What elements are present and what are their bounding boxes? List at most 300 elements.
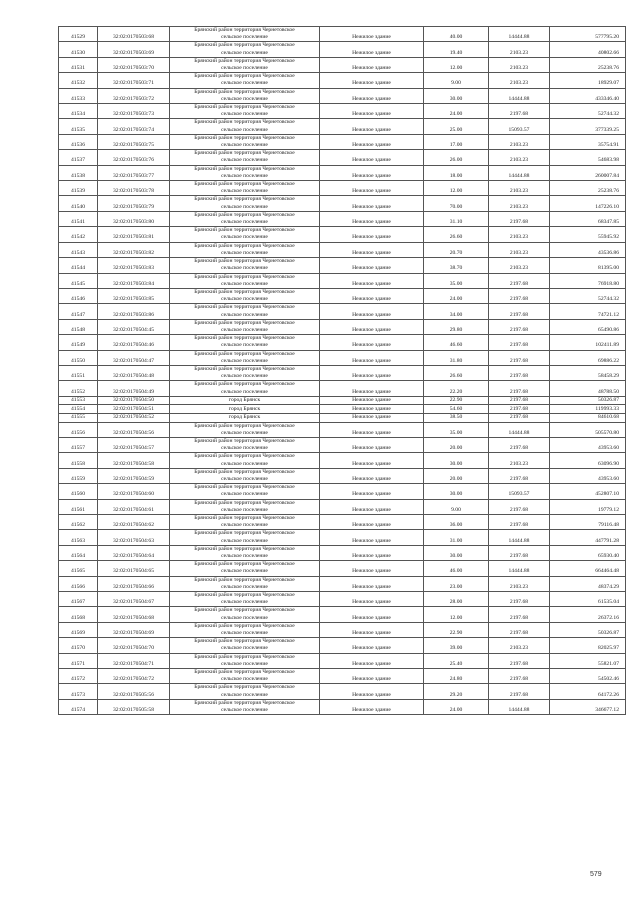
cadastral-value-cell: 76918.80 [550, 273, 626, 288]
address-line-2: сельское поселение [221, 373, 268, 380]
address-cell [170, 684, 320, 699]
address-cell [170, 57, 320, 72]
table-row [59, 396, 626, 405]
address-line-2: сельское поселение [221, 506, 268, 513]
area-cell: 46.00 [424, 561, 489, 576]
table-row [59, 88, 626, 103]
specific-value-cell: 2103.23 [489, 181, 550, 196]
address-line-1: Брянский район территория Чернетовское [194, 622, 295, 629]
cadastral-number-cell: 32:02:0170505:56 [98, 684, 170, 699]
address-line-1: Брянский район территория Чернетовское [194, 335, 295, 342]
specific-value-cell: 2103.23 [489, 196, 550, 211]
specific-value-cell: 2197.68 [489, 514, 550, 529]
cadastral-number-cell: 32:02:0170504:48 [98, 365, 170, 380]
address-line-1: Брянский район территория Чернетовское [194, 73, 295, 80]
area-cell: 12.00 [424, 57, 489, 72]
table-row [59, 73, 626, 88]
address-line-1: Брянский район территория Чернетовское [194, 499, 295, 506]
cadastral-value-cell: 54502.46 [550, 669, 626, 684]
address-cell [170, 437, 320, 452]
cadastral-value-cell: 84610.68 [550, 413, 626, 422]
cadastral-value-cell: 664464.48 [550, 561, 626, 576]
cadastral-number-cell: 32:02:0170504:66 [98, 576, 170, 591]
row-number-cell: 41548 [59, 319, 98, 334]
row-number-cell: 41555 [59, 413, 98, 422]
address-line-1: Брянский район территория Чернетовское [194, 381, 295, 388]
row-number-cell: 41572 [59, 669, 98, 684]
specific-value-cell: 2197.68 [489, 304, 550, 319]
cadastral-value-cell: 505570.80 [550, 422, 626, 437]
area-cell: 12.00 [424, 181, 489, 196]
address-line-1: Брянский район территория Чернетовское [194, 211, 295, 218]
cadastral-number-cell: 32:02:0170503:82 [98, 242, 170, 257]
object-type-cell: Нежилое здание [320, 134, 424, 149]
row-number-cell: 41553 [59, 396, 98, 405]
table-body [59, 27, 626, 715]
address-line-2: сельское поселение [221, 460, 268, 467]
area-cell: 22.20 [424, 381, 489, 396]
specific-value-cell: 15093.57 [489, 484, 550, 499]
table-row [59, 499, 626, 514]
object-type-cell: Нежилое здание [320, 119, 424, 134]
cadastral-number-cell: 32:02:0170504:72 [98, 669, 170, 684]
address-line-2: сельское поселение [221, 342, 268, 349]
cadastral-value-cell: 25238.76 [550, 181, 626, 196]
row-number-cell: 41559 [59, 468, 98, 483]
specific-value-cell: 2197.68 [489, 396, 550, 405]
cadastral-value-cell: 147226.10 [550, 196, 626, 211]
specific-value-cell: 2197.68 [489, 592, 550, 607]
address-line-2: сельское поселение [221, 203, 268, 210]
address-line-2: сельское поселение [221, 234, 268, 241]
area-cell: 30.00 [424, 484, 489, 499]
table-row [59, 211, 626, 226]
row-number-cell: 41565 [59, 561, 98, 576]
address-line-1: Брянский район территория Чернетовское [194, 684, 295, 691]
object-type-cell: Нежилое здание [320, 227, 424, 242]
address-cell [170, 381, 320, 396]
address-line-1: Брянский район территория Чернетовское [194, 119, 295, 126]
table-row [59, 607, 626, 622]
address-cell [170, 365, 320, 380]
object-type-cell: Нежилое здание [320, 468, 424, 483]
specific-value-cell: 2103.23 [489, 453, 550, 468]
specific-value-cell: 2197.68 [489, 405, 550, 414]
address-line-2: сельское поселение [221, 280, 268, 287]
address-line-1: Брянский район территория Чернетовское [194, 304, 295, 311]
specific-value-cell: 2103.23 [489, 42, 550, 57]
area-cell: 31.00 [424, 530, 489, 545]
table-row [59, 669, 626, 684]
area-cell: 35.00 [424, 422, 489, 437]
cadastral-number-cell: 32:02:0170504:58 [98, 453, 170, 468]
row-number-cell: 41556 [59, 422, 98, 437]
row-number-cell: 41539 [59, 181, 98, 196]
specific-value-cell: 2197.68 [489, 104, 550, 119]
address-line-1: Брянский район территория Чернетовское [194, 437, 295, 444]
object-type-cell: Нежилое здание [320, 88, 424, 103]
row-number-cell: 41547 [59, 304, 98, 319]
cadastral-number-cell: 32:02:0170504:68 [98, 607, 170, 622]
address-line-2: сельское поселение [221, 311, 268, 318]
table-row [59, 530, 626, 545]
area-cell: 24.00 [424, 104, 489, 119]
table-row [59, 545, 626, 560]
specific-value-cell: 14444.88 [489, 88, 550, 103]
area-cell: 26.60 [424, 365, 489, 380]
cadastral-value-cell: 43953.60 [550, 468, 626, 483]
row-number-cell: 41537 [59, 150, 98, 165]
area-cell: 29.20 [424, 684, 489, 699]
address-line-2: сельское поселение [221, 630, 268, 637]
cadastral-number-cell: 32:02:0170505:58 [98, 699, 170, 714]
table-row [59, 242, 626, 257]
address-line-2: сельское поселение [221, 249, 268, 256]
address-cell [170, 607, 320, 622]
row-number-cell: 41550 [59, 350, 98, 365]
row-number-cell: 41574 [59, 699, 98, 714]
area-cell: 26.60 [424, 227, 489, 242]
area-cell: 34.00 [424, 304, 489, 319]
specific-value-cell: 2197.68 [489, 607, 550, 622]
address-cell [170, 335, 320, 350]
row-number-cell: 41554 [59, 405, 98, 414]
cadastral-number-cell: 32:02:0170504:52 [98, 413, 170, 422]
table-row [59, 413, 626, 422]
table-row [59, 319, 626, 334]
area-cell: 18.00 [424, 165, 489, 180]
address-cell: город Брянск [170, 405, 320, 414]
cadastral-number-cell: 32:02:0170504:51 [98, 405, 170, 414]
cadastral-number-cell: 32:02:0170503:85 [98, 288, 170, 303]
address-line-1: Брянский район территория Чернетовское [194, 653, 295, 660]
address-line-1: Брянский район территория Чернетовское [194, 561, 295, 568]
cadastral-number-cell: 32:02:0170504:62 [98, 514, 170, 529]
cadastral-value-cell: 26372.16 [550, 607, 626, 622]
area-cell: 46.60 [424, 335, 489, 350]
specific-value-cell: 2197.68 [489, 622, 550, 637]
cadastral-number-cell: 32:02:0170503:75 [98, 134, 170, 149]
cadastral-value-table [58, 26, 626, 715]
cadastral-value-cell: 64172.26 [550, 684, 626, 699]
cadastral-number-cell: 32:02:0170504:60 [98, 484, 170, 499]
cadastral-value-cell: 65930.40 [550, 545, 626, 560]
address-line-2: сельское поселение [221, 388, 268, 395]
row-number-cell: 41563 [59, 530, 98, 545]
cadastral-value-cell: 40802.66 [550, 42, 626, 57]
address-line-1: Брянский район территория Чернетовское [194, 165, 295, 172]
area-cell: 23.00 [424, 576, 489, 591]
specific-value-cell: 2103.23 [489, 576, 550, 591]
cadastral-value-cell: 447791.28 [550, 530, 626, 545]
address-cell [170, 699, 320, 714]
cadastral-value-cell: 260007.84 [550, 165, 626, 180]
address-cell [170, 669, 320, 684]
address-line-1: Брянский район территория Чернетовское [194, 365, 295, 372]
cadastral-value-cell: 43536.86 [550, 242, 626, 257]
specific-value-cell: 2197.68 [489, 653, 550, 668]
table-row [59, 181, 626, 196]
object-type-cell: Нежилое здание [320, 288, 424, 303]
table-row [59, 405, 626, 414]
address-line-1: Брянский район территория Чернетовское [194, 227, 295, 234]
object-type-cell: Нежилое здание [320, 196, 424, 211]
address-line-1: Брянский район территория Чернетовское [194, 607, 295, 614]
address-line-1: Брянский район территория Чернетовское [194, 592, 295, 598]
table-row [59, 684, 626, 699]
object-type-cell: Нежилое здание [320, 350, 424, 365]
address-cell [170, 653, 320, 668]
cadastral-value-cell: 35754.91 [550, 134, 626, 149]
row-number-cell: 41558 [59, 453, 98, 468]
address-cell [170, 288, 320, 303]
table-row [59, 561, 626, 576]
address-line-2: сельское поселение [221, 49, 268, 56]
cadastral-value-cell: 82025.97 [550, 638, 626, 653]
cadastral-number-cell: 32:02:0170504:45 [98, 319, 170, 334]
address-line-2: сельское поселение [221, 691, 268, 698]
specific-value-cell: 2103.23 [489, 150, 550, 165]
cadastral-value-cell: 48788.50 [550, 381, 626, 396]
specific-value-cell: 2197.68 [489, 350, 550, 365]
specific-value-cell: 2197.68 [489, 288, 550, 303]
specific-value-cell: 2197.68 [489, 499, 550, 514]
address-line-2: сельское поселение [221, 491, 268, 498]
row-number-cell: 41571 [59, 653, 98, 668]
row-number-cell: 41568 [59, 607, 98, 622]
address-line-1: Брянский район территория Чернетовское [194, 134, 295, 141]
table-row [59, 335, 626, 350]
area-cell: 25.40 [424, 653, 489, 668]
specific-value-cell: 15093.57 [489, 119, 550, 134]
cadastral-number-cell: 32:02:0170504:56 [98, 422, 170, 437]
object-type-cell: Нежилое здание [320, 73, 424, 88]
row-number-cell: 41546 [59, 288, 98, 303]
address-line-2: сельское поселение [221, 645, 268, 652]
cadastral-number-cell: 32:02:0170504:59 [98, 468, 170, 483]
object-type-cell: Нежилое здание [320, 592, 424, 607]
area-cell: 36.00 [424, 514, 489, 529]
table-row [59, 514, 626, 529]
cadastral-number-cell: 32:02:0170504:69 [98, 622, 170, 637]
cadastral-value-cell: 74721.12 [550, 304, 626, 319]
area-cell: 38.70 [424, 258, 489, 273]
table-row [59, 381, 626, 396]
address-line-2: сельское поселение [221, 34, 268, 41]
address-line-2: сельское поселение [221, 219, 268, 226]
object-type-cell: Нежилое здание [320, 684, 424, 699]
row-number-cell: 41529 [59, 27, 98, 42]
cadastral-value-cell: 433346.40 [550, 88, 626, 103]
cadastral-value-cell: 63096.90 [550, 453, 626, 468]
page-number: 579 [590, 871, 602, 878]
cadastral-value-cell: 43953.60 [550, 437, 626, 452]
table-row [59, 57, 626, 72]
specific-value-cell: 2197.68 [489, 684, 550, 699]
row-number-cell: 41557 [59, 437, 98, 452]
object-type-cell: Нежилое здание [320, 335, 424, 350]
row-number-cell: 41549 [59, 335, 98, 350]
object-type-cell: Нежилое здание [320, 453, 424, 468]
address-line-1: Брянский район территория Чернетовское [194, 242, 295, 249]
table-row [59, 653, 626, 668]
cadastral-value-cell: 55945.92 [550, 227, 626, 242]
cadastral-number-cell: 32:02:0170503:81 [98, 227, 170, 242]
area-cell: 22.90 [424, 396, 489, 405]
cadastral-value-cell: 81395.00 [550, 258, 626, 273]
cadastral-number-cell: 32:02:0170504:64 [98, 545, 170, 560]
address-line-1: Брянский район территория Чернетовское [194, 42, 295, 49]
address-cell [170, 73, 320, 88]
cadastral-number-cell: 32:02:0170504:63 [98, 530, 170, 545]
row-number-cell: 41538 [59, 165, 98, 180]
object-type-cell: Нежилое здание [320, 150, 424, 165]
specific-value-cell: 14444.88 [489, 530, 550, 545]
cadastral-number-cell: 32:02:0170503:74 [98, 119, 170, 134]
address-line-1: Брянский район территория Чернетовское [194, 288, 295, 295]
cadastral-number-cell: 32:02:0170504:67 [98, 592, 170, 607]
address-cell [170, 622, 320, 637]
address-cell [170, 104, 320, 119]
address-line-2: сельское поселение [221, 111, 268, 118]
cadastral-number-cell: 32:02:0170503:72 [98, 88, 170, 103]
row-number-cell: 41536 [59, 134, 98, 149]
table-row [59, 468, 626, 483]
row-number-cell: 41566 [59, 576, 98, 591]
object-type-cell: Нежилое здание [320, 622, 424, 637]
address-line-2: сельское поселение [221, 429, 268, 436]
table-row [59, 27, 626, 42]
specific-value-cell: 2197.68 [489, 468, 550, 483]
area-cell: 24.00 [424, 699, 489, 714]
address-line-1: Брянский район территория Чернетовское [194, 319, 295, 326]
object-type-cell: Нежилое здание [320, 514, 424, 529]
specific-value-cell: 14444.88 [489, 165, 550, 180]
table-row [59, 134, 626, 149]
cadastral-value-cell: 25238.76 [550, 57, 626, 72]
cadastral-value-cell: 346677.12 [550, 699, 626, 714]
specific-value-cell: 2197.68 [489, 335, 550, 350]
address-cell [170, 453, 320, 468]
row-number-cell: 41544 [59, 258, 98, 273]
address-line-1: Брянский район территория Чернетовское [194, 638, 295, 645]
object-type-cell: Нежилое здание [320, 211, 424, 226]
cadastral-value-cell: 102411.89 [550, 335, 626, 350]
object-type-cell: Нежилое здание [320, 576, 424, 591]
address-line-1: Брянский район территория Чернетовское [194, 514, 295, 521]
row-number-cell: 41562 [59, 514, 98, 529]
row-number-cell: 41545 [59, 273, 98, 288]
cadastral-value-cell: 65490.86 [550, 319, 626, 334]
address-line-2: сельское поселение [221, 95, 268, 102]
area-cell: 20.00 [424, 437, 489, 452]
area-cell: 70.00 [424, 196, 489, 211]
object-type-cell: Нежилое здание [320, 319, 424, 334]
area-cell: 9.00 [424, 499, 489, 514]
address-cell [170, 211, 320, 226]
address-cell [170, 468, 320, 483]
address-line-1: Брянский район территория Чернетовское [194, 88, 295, 95]
table-row [59, 119, 626, 134]
table-row [59, 42, 626, 57]
address-cell [170, 304, 320, 319]
table-row [59, 104, 626, 119]
address-line-2: сельское поселение [221, 676, 268, 683]
object-type-cell: Нежилое здание [320, 405, 424, 414]
object-type-cell: Нежилое здание [320, 653, 424, 668]
table-row [59, 638, 626, 653]
address-line-1: Брянский район территория Чернетовское [194, 258, 295, 265]
address-cell [170, 530, 320, 545]
area-cell: 30.00 [424, 545, 489, 560]
table-row [59, 350, 626, 365]
row-number-cell: 41561 [59, 499, 98, 514]
specific-value-cell: 2197.68 [489, 365, 550, 380]
address-line-1: Брянский район территория Чернетовское [194, 530, 295, 537]
address-line-2: сельское поселение [221, 80, 268, 87]
specific-value-cell: 14444.88 [489, 699, 550, 714]
row-number-cell: 41531 [59, 57, 98, 72]
area-cell: 26.00 [424, 150, 489, 165]
cadastral-value-cell: 69886.22 [550, 350, 626, 365]
cadastral-number-cell: 32:02:0170504:57 [98, 437, 170, 452]
address-cell [170, 499, 320, 514]
cadastral-number-cell: 32:02:0170503:76 [98, 150, 170, 165]
object-type-cell: Нежилое здание [320, 42, 424, 57]
object-type-cell: Нежилое здание [320, 381, 424, 396]
object-type-cell: Нежилое здание [320, 396, 424, 405]
address-line-2: сельское поселение [221, 445, 268, 452]
specific-value-cell: 2197.68 [489, 545, 550, 560]
cadastral-number-cell: 32:02:0170504:49 [98, 381, 170, 396]
address-cell [170, 273, 320, 288]
area-cell: 25.00 [424, 119, 489, 134]
address-cell [170, 196, 320, 211]
table-row [59, 453, 626, 468]
area-cell: 24.00 [424, 288, 489, 303]
address-cell [170, 576, 320, 591]
row-number-cell: 41530 [59, 42, 98, 57]
table-row [59, 622, 626, 637]
address-cell [170, 545, 320, 560]
address-line-1: Брянский район территория Чернетовское [194, 576, 295, 583]
object-type-cell: Нежилое здание [320, 638, 424, 653]
cadastral-value-cell: 48374.29 [550, 576, 626, 591]
cadastral-value-cell: 55821.07 [550, 653, 626, 668]
area-cell: 17.00 [424, 134, 489, 149]
cadastral-number-cell: 32:02:0170503:73 [98, 104, 170, 119]
address-line-2: сельское поселение [221, 660, 268, 667]
row-number-cell: 41534 [59, 104, 98, 119]
object-type-cell: Нежилое здание [320, 530, 424, 545]
cadastral-number-cell: 32:02:0170503:86 [98, 304, 170, 319]
area-cell: 12.00 [424, 607, 489, 622]
cadastral-number-cell: 32:02:0170503:70 [98, 57, 170, 72]
address-line-2: сельское поселение [221, 172, 268, 179]
address-line-1: Брянский район территория Чернетовское [194, 273, 295, 280]
object-type-cell: Нежилое здание [320, 607, 424, 622]
area-cell: 35.00 [424, 273, 489, 288]
cadastral-number-cell: 32:02:0170503:84 [98, 273, 170, 288]
row-number-cell: 41540 [59, 196, 98, 211]
specific-value-cell: 14444.88 [489, 561, 550, 576]
address-line-2: сельское поселение [221, 157, 268, 164]
cadastral-number-cell: 32:02:0170504:70 [98, 638, 170, 653]
specific-value-cell: 2197.68 [489, 669, 550, 684]
area-cell: 30.00 [424, 88, 489, 103]
object-type-cell: Нежилое здание [320, 365, 424, 380]
address-line-2: сельское поселение [221, 614, 268, 621]
